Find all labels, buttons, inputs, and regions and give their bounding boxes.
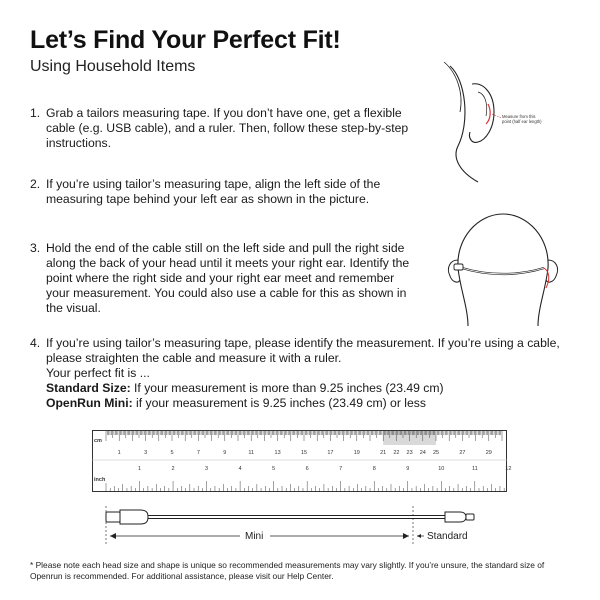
mini-size-label: OpenRun Mini: [46, 396, 133, 410]
cm-tick-label: 29 [485, 450, 492, 456]
cm-tick-label: 7 [196, 450, 200, 456]
step-text: If you’re using tailor’s measuring tape, please identify the measurement. If you’re using a cable, please straighten the cable and measure it with a ruler. [46, 336, 560, 365]
inch-tick-label: 2 [171, 466, 175, 472]
standard-size-rule [46, 381, 570, 396]
arrow-right-icon [403, 533, 409, 539]
cm-tick-label: 13 [274, 450, 281, 456]
cm-tick-label: 9 [223, 450, 227, 456]
ear-illustration [438, 62, 578, 184]
inch-tick-label: 1 [137, 466, 142, 472]
step-number: 1. [30, 106, 41, 120]
step-text: If you’re using tailor’s measuring tape, align the left side of the measuring tape behind your left ear as shown in the picture. [46, 177, 381, 206]
step-number: 2. [30, 177, 41, 191]
step-number: 4. [30, 336, 41, 350]
footnote: * Please note each head size and shape is unique so recommended measurements may vary slightly. If you’re unsure, the standard size of Openrun is recommended. For additional assistance, please visit our Help Center. [30, 560, 545, 581]
mini-size-text: if your measurement is 9.25 inches (23.49 cm) or less [132, 396, 426, 410]
arrow-left-icon [110, 533, 116, 539]
usb-c-plug-icon [466, 514, 474, 520]
perfect-fit-intro: Your perfect fit is ... [46, 366, 150, 380]
cm-tick-label: 21 [380, 450, 387, 456]
cm-tick-label: 23 [406, 450, 413, 456]
cm-tick-label: 27 [459, 450, 466, 456]
step-1 [30, 106, 420, 151]
inch-tick-label: 6 [305, 466, 309, 472]
cm-tick-label: 24 [419, 450, 426, 456]
mini-label: Mini [245, 531, 264, 542]
inch-tick-label: 8 [372, 466, 376, 472]
cm-tick-label: 3 [144, 450, 148, 456]
inch-tick-label: 12 [505, 466, 512, 472]
hair-line [444, 62, 461, 112]
ear-note-line-2: point (half ear length) [502, 119, 542, 124]
ear-inner [478, 92, 487, 116]
cm-tick-label: 5 [170, 450, 174, 456]
page-title: Let’s Find Your Perfect Fit! [30, 26, 341, 54]
usb-a-plug-icon [106, 512, 120, 522]
inch-tick-label: 11 [471, 466, 478, 472]
page-subtitle: Using Household Items [30, 58, 196, 75]
arrow-left-icon [417, 534, 421, 538]
inch-tick-label: 4 [238, 466, 242, 472]
standard-label: Standard [427, 531, 468, 542]
ruler-illustration [92, 430, 512, 492]
inch-tick-label: 10 [438, 466, 445, 472]
usb-c-connector-housing [445, 512, 466, 522]
step-text: Grab a tailors measuring tape. If you don’t have one, get a flexible cable (e.g. USB cable), and a ruler. Then, follow these step-by-step instructions. [46, 106, 409, 150]
cm-tick-label: 15 [300, 450, 308, 456]
cm-tick-label: 11 [248, 450, 255, 456]
inch-tick-label: 7 [339, 466, 343, 472]
ear-note-line-1: Measure from this [502, 114, 536, 119]
usb-connector-housing [120, 510, 148, 524]
step-number: 3. [30, 241, 41, 255]
step-3 [30, 241, 420, 316]
cm-tick-label: 17 [327, 450, 334, 456]
cm-tick-label: 22 [393, 450, 400, 456]
step-text: Hold the end of the cable still on the left side and pull the right side along the back of your head until it meets your right ear. Identify the point where the right side and your right ear meet and remember your measurement. You could also use a cable for this as shown in the visual. [46, 241, 410, 315]
inch-tick-label: 5 [272, 466, 276, 472]
ruler-body [93, 431, 507, 492]
standard-size-text: If your measurement is more than 9.25 inches (23.49 cm) [130, 381, 444, 395]
cm-unit-label: cm [94, 438, 102, 444]
usb-plug-icon [454, 264, 463, 270]
cable-illustration [100, 500, 480, 550]
standard-size-label: Standard Size: [46, 381, 131, 395]
mini-size-rule [46, 396, 570, 411]
inch-unit-label: inch [94, 477, 106, 483]
step-2 [30, 177, 420, 207]
cm-tick-label: 25 [432, 450, 440, 456]
cm-tick-label: 1 [117, 450, 121, 456]
inch-tick-label: 9 [406, 466, 410, 472]
cm-tick-label: 19 [353, 450, 360, 456]
step-4 [30, 336, 570, 411]
inch-tick-label: 3 [205, 466, 209, 472]
head-back-illustration [438, 208, 568, 328]
